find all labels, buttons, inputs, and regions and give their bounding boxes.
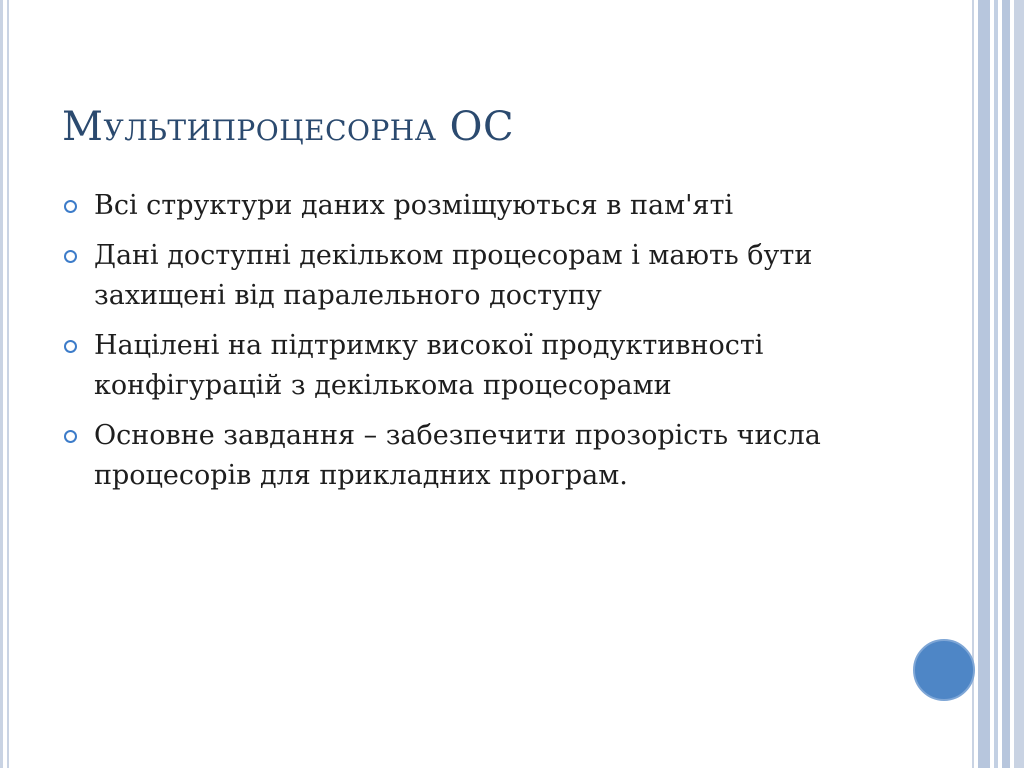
bullet-text: Всі структури даних розміщуються в пам'яті bbox=[94, 190, 734, 221]
stripe bbox=[994, 0, 998, 768]
bullet-list bbox=[62, 186, 892, 506]
slide-title: Мультипроцесорна ОС bbox=[62, 104, 515, 150]
list-item bbox=[62, 236, 892, 316]
list-item bbox=[62, 326, 892, 406]
bullet-text: Основне завдання – забезпечити прозорість числа процесорів для прикладних програм. bbox=[94, 420, 821, 491]
stripe bbox=[1002, 0, 1010, 768]
bullet-text: Дані доступні декільком процесорам і мають бути захищені від паралельного доступу bbox=[94, 240, 813, 311]
stripe bbox=[1014, 0, 1024, 768]
bullet-ring-icon bbox=[64, 340, 77, 353]
decorative-circle bbox=[913, 639, 975, 701]
bullet-ring-icon bbox=[64, 430, 77, 443]
stripe bbox=[972, 0, 974, 768]
left-border-decoration-inner bbox=[7, 0, 9, 768]
list-item bbox=[62, 416, 892, 496]
bullet-ring-icon bbox=[64, 250, 77, 263]
right-stripes-decoration bbox=[972, 0, 1024, 768]
bullet-text: Націлені на підтримку високої продуктивності конфігурацій з декількома процесорами bbox=[94, 330, 764, 401]
bullet-ring-icon bbox=[64, 200, 77, 213]
list-item bbox=[62, 186, 892, 226]
left-border-decoration bbox=[0, 0, 3, 768]
stripe bbox=[978, 0, 990, 768]
